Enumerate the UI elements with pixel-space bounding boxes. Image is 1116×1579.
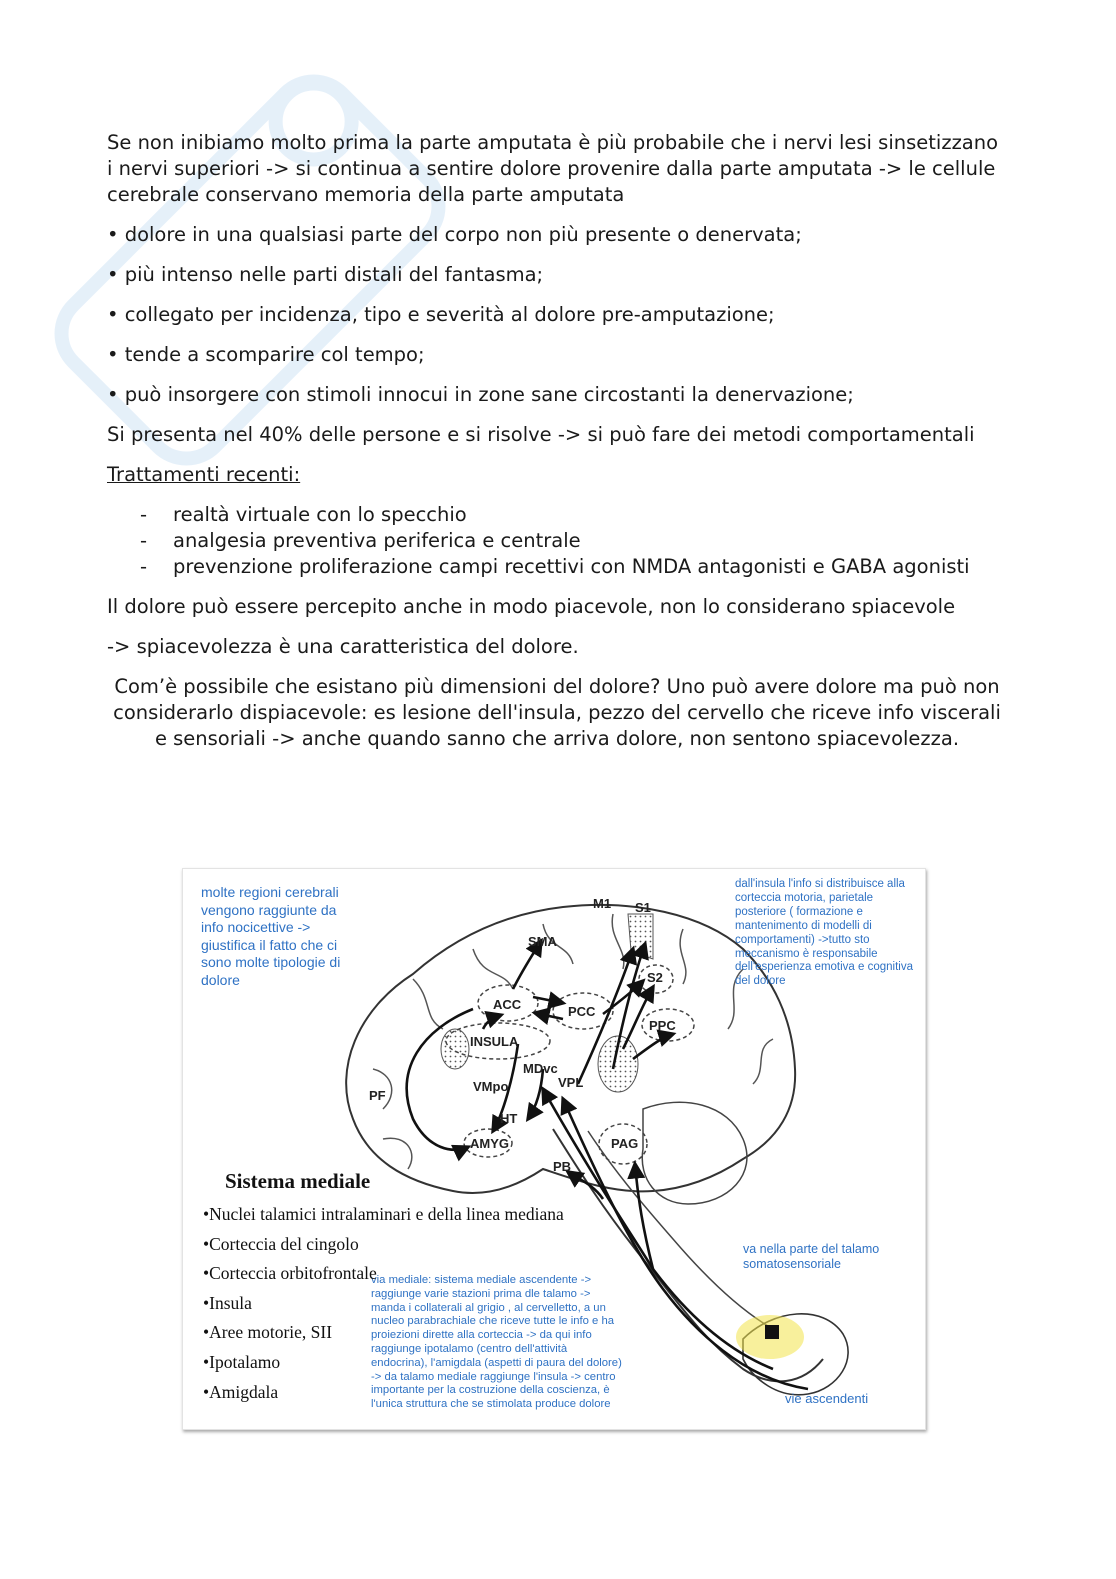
region-label-sma: SMA [528, 934, 557, 949]
intro-paragraph: Se non inibiamo molto prima la parte amputata è più probabile che i nervi lesi sinsetizzano i nervi superiori -> si continua a sentire dolore provenire dalla parte amputata -> le cellule cerebrale conservano memoria della parte amputata [107, 131, 999, 206]
annotation-left: molte regioni cerebrali vengono raggiunte da info nocicettive -> giustifica il fatto che ci sono molte tipologie di dolore [201, 884, 341, 988]
feature-item: • può insorgere con stimoli innocui in zone sane circostanti la denervazione; [107, 383, 854, 406]
annotation-vie-ascendenti: vie ascendenti [785, 1391, 869, 1406]
list-item: •Corteccia del cingolo [203, 1233, 359, 1254]
region-label-acc: ACC [493, 997, 522, 1012]
region-label-vpl: VPL [558, 1075, 584, 1090]
document-body [107, 130, 1007, 766]
gyri-lines [373, 914, 773, 1169]
sistema-mediale-list [203, 1200, 564, 1407]
pathway-to-ht [528, 1069, 543, 1119]
treatment-text: analgesia preventiva periferica e centrale [173, 529, 581, 552]
dimensions-paragraph: Com’è possibile che esistano più dimensioni del dolore? Uno può avere dolore ma può non considerarlo dispiacevole: es lesione dell'insula, pezzo del cervello che riceve info viscerali e sensoriali -> anche quando sanno che arriva dolore, non sentono spiacevolezza. [113, 675, 1001, 750]
cortex-outline [346, 905, 795, 1193]
region-label-mdvc: MDvc [523, 1061, 558, 1076]
list-item: •Ipotalamo [203, 1351, 281, 1372]
pathway-to-ppc [633, 1034, 673, 1059]
region-label-s2: S2 [647, 970, 663, 985]
list-item: •Corteccia orbitofrontale [203, 1263, 377, 1284]
region-label-pcc: PCC [568, 1004, 596, 1019]
region-label-m1: M1 [593, 896, 612, 911]
cerebellum-outline [642, 1102, 747, 1204]
pathway-to-s2-from-pcc [603, 981, 643, 1014]
pathway-insula-acc [483, 1015, 501, 1029]
pathway-pcc-acc [535, 1013, 563, 1019]
list-item: •Aree motorie, SII [203, 1322, 333, 1343]
dash-marker: - [140, 529, 148, 552]
region-label-amyg: AMYG [470, 1136, 509, 1151]
feature-item: • dolore in una qualsiasi parte del corpo non più presente o denervata; [107, 223, 802, 246]
list-item: •Amigdala [203, 1381, 279, 1402]
treatments-heading: Trattamenti recenti: [107, 463, 301, 486]
dash-marker: - [140, 555, 148, 578]
region-label-pf: PF [369, 1088, 386, 1103]
sistema-mediale-box [203, 1169, 564, 1407]
region-label-pb: PB [553, 1159, 572, 1174]
sistema-mediale-title: Sistema mediale [225, 1169, 371, 1193]
list-item: •Nuclei talamici intralaminari e della linea mediana [203, 1204, 564, 1224]
annotation-mediale: via mediale: sistema mediale ascendente -> raggiunge varie stazioni prima dle talamo -> manda i collaterali al grigio , al cervelletto, a un nucleo parabrachiale che riceve tutte le info e ha proiezioni dirette alla corteccia -> da qui info raggiunge ipotalamo (centro dell'attività endocrina), l'amigdala (aspetti di paura del dolore) -> da talamo mediale raggiunge l'insula -> centro importante per la costruzione della coscienza, è l'unica struttura che se stimolata produce dolore [371, 1274, 622, 1411]
list-item [107, 528, 1007, 554]
treatments-list [107, 502, 1007, 580]
annotation-talamo: va nella parte del talamo somatosensoriale [743, 1242, 880, 1271]
treatment-text: prevenzione proliferazione campi recettivi con NMDA antagonisti e GABA agonisti [173, 555, 970, 578]
region-label-pag: PAG [611, 1136, 639, 1151]
feature-item: • collegato per incidenza, tipo e severità al dolore pre-amputazione; [107, 303, 775, 326]
pathway-to-pf [407, 1009, 473, 1150]
prevalence-paragraph: Si presenta nel 40% delle persone e si risolve -> si può fare dei metodi comportamentali [107, 423, 975, 446]
dash-marker: - [140, 503, 148, 526]
feature-item: • più intenso nelle parti distali del fantasma; [107, 263, 544, 286]
region-label-s1: S1 [635, 900, 651, 915]
treatment-text: realtà virtuale con lo specchio [173, 503, 467, 526]
list-item: •Insula [203, 1292, 252, 1313]
pleasant-paragraph: Il dolore può essere percepito anche in modo piacevole, non lo considerano spiacevole [107, 595, 956, 618]
feature-item: • tende a scomparire col tempo; [107, 343, 425, 366]
dorsal-horn-marker [765, 1325, 779, 1339]
unpleasant-paragraph: -> spiacevolezza è una caratteristica del dolore. [107, 635, 579, 658]
region-label-ppc: PPC [649, 1018, 676, 1033]
region-label-ht: HT [500, 1111, 518, 1126]
left-dotted-area [441, 1029, 469, 1069]
region-label-insula: INSULA [470, 1034, 519, 1049]
annotation-right: dall'insula l'info si distribuisce alla corteccia motoria, parietale posteriore ( formazione e mantenimento di modelli di comportamenti) ->tutto sto meccanismo è responsabile dell'esperienza emotiva e cognitiva del dolore [735, 878, 913, 988]
region-label-vmpo: VMpo [473, 1079, 509, 1094]
brain-pain-pathway-figure [182, 868, 926, 1430]
list-item [107, 554, 1007, 580]
list-item [107, 502, 1007, 528]
